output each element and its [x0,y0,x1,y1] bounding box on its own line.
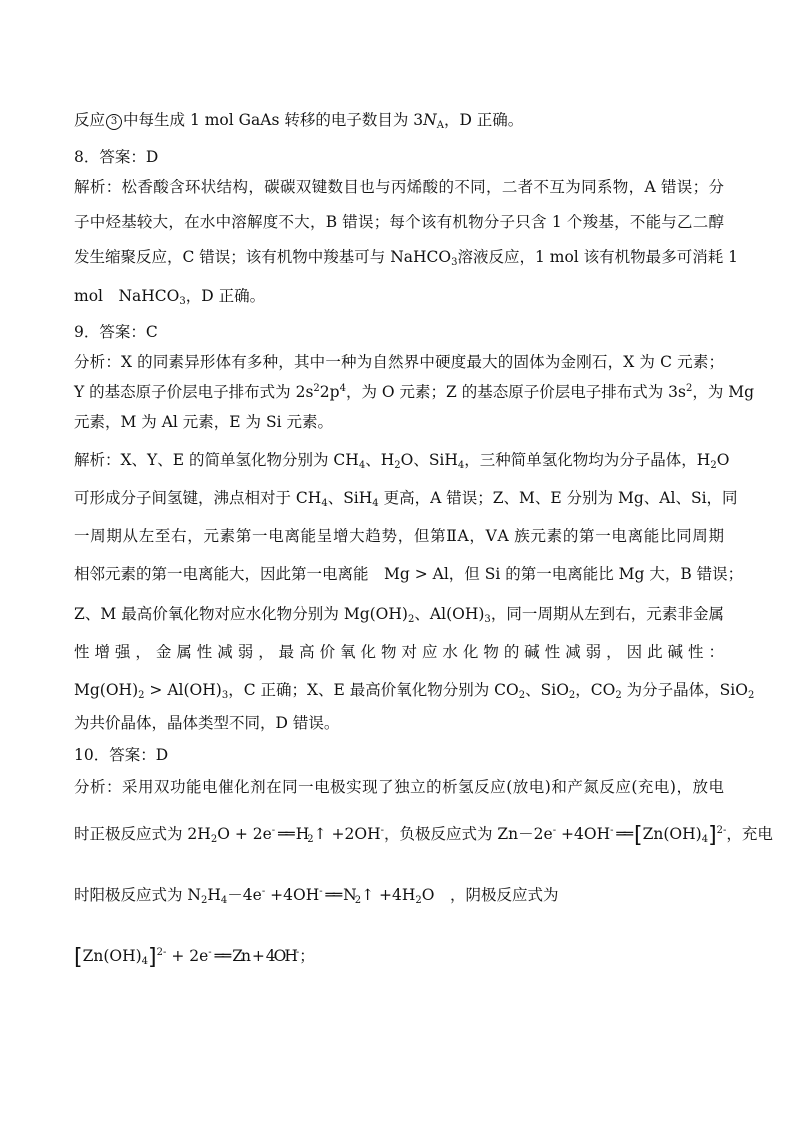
text: O + 2e [217,825,272,843]
text: ，D 正确。 [443,111,524,129]
subscript: 2 [415,895,422,906]
q9-analysis-line-1: 分析：X 的同素异形体有多种，其中一种为自然界中硬度最大的固体为金刚石，X 为 C 元素； [74,353,724,371]
q10-analysis-line-1: 分析：采用双功能电催化剂在同一电极实现了独立的析氢反应(放电)和产氮反应(充电)，放电 [74,778,724,796]
text: ══ H [275,825,308,843]
text: 更高，A 错误；Z、M、E 分别为 Mg、Al、Si，同 [378,489,738,507]
avogadro-symbol: N [423,111,437,129]
text: ，负极反应式为 Zn－2e [383,825,553,843]
q9-explanation-line-2 [74,488,738,509]
q9-analysis-line-2 [74,382,755,402]
superscript: - [271,825,276,836]
bracket: [ [74,945,83,970]
subscript: 4 [358,460,366,471]
q8-explanation-line-3 [74,247,738,268]
q10-analysis-line-2 [74,823,773,848]
q10-answer-heading: 10．答案：D [74,746,169,764]
subscript: 2 [747,690,755,701]
circled-number-3: 3 [106,114,122,130]
text: ══ [613,825,635,843]
q9-explanation-line-8: 为共价晶体，晶体类型不同，D 错误。 [74,714,340,732]
text: ══ N [322,886,355,904]
text: Y 的基态原子价层电子排布式为 2s [74,383,314,401]
text: ，CO [575,681,616,699]
q9-explanation-line-5 [74,604,724,624]
subscript: 3 [221,690,229,701]
subscript: 2 [568,690,576,701]
subscript: 4 [372,498,379,509]
subscript: 3 [179,296,186,307]
text: ↑ +4H [361,886,416,904]
subscript: 4 [701,834,709,845]
superscript: 2- [156,947,167,958]
bracket: ] [708,823,717,848]
q9-explanation-line-3: 一周期从左至右，元素第一电离能呈增大趋势，但第ⅡA，ⅤA 族元素的第一电离能比同周期 [74,527,724,545]
text: Mg(OH) [74,681,139,699]
bracket: [ [634,823,643,848]
text: 溶液反应，1 mol 该有机物最多可消耗 1 [457,248,738,266]
superscript: - [295,947,300,958]
superscript: - [208,947,212,958]
superscript: 2 [685,383,693,394]
q8-explanation-line-1: 解析：松香酸含环状结构，碳碳双键数目也与丙烯酸的不同，二者不互为同系物，A 错误；分 [74,178,724,196]
text: H [207,886,221,904]
text: Zn(OH) [642,825,702,843]
text: ，C 正确；X、E 最高价氧化物分别为 CO [228,681,519,699]
text: ，为 Mg [692,383,755,401]
text: －4e [227,886,262,904]
subscript: 4 [457,460,465,471]
q10-analysis-line-3 [74,885,724,905]
subscript: 2 [354,895,362,906]
subscript: 2 [307,834,314,845]
superscript: - [380,825,384,836]
text: ，为 O 元素；Z 的基态原子价层电子排布式为 3s [345,383,686,401]
text: 时正极反应式为 2H [74,825,211,843]
subscript: 2 [210,834,218,845]
text: Z、M 最高价氧化物对应水化物分别为 Mg(OH) [74,605,408,623]
q9-explanation-line-4: 相邻元素的第一电离能大，因此第一电离能 Mg > Al，但 Si 的第一电离能比 Mg 大，B 错误； [74,565,744,583]
text: 、H [365,451,395,469]
superscript: - [610,825,614,836]
subscript: 2 [615,690,622,701]
text: 为分子晶体，SiO [621,681,748,699]
text: ，D 正确。 [185,287,266,305]
superscript: 2 [313,383,320,394]
superscript: - [319,886,323,897]
text: 中每生成 1 mol GaAs 转移的电子数目为 [123,111,414,129]
text: 时阳极反应式为 N [74,886,201,904]
q9-explanation-line-1 [74,450,730,471]
superscript: - [261,886,266,897]
subscript: 4 [321,498,328,509]
q8-answer-heading: 8．答案：D [74,148,159,166]
text: O [716,451,730,469]
text: Zn(OH) [82,947,142,965]
text: ； [299,947,315,965]
text: +4OH [556,825,611,843]
q9-analysis-line-3: 元素，M 为 Al 元素，E 为 Si 元素。 [74,413,333,431]
superscript: 4 [339,383,346,394]
subscript: 4 [220,895,228,906]
q9-explanation-line-7 [74,680,755,701]
text: +4OH [265,886,320,904]
superscript: 2- [716,825,727,836]
text: ，充电 [726,825,773,843]
text: ，三种简单氢化物均为分子晶体，H [464,451,711,469]
text: 解析：X、Y、E 的简单氢化物分别为 CH [74,451,359,469]
q8-explanation-line-4 [74,286,724,306]
text: 、SiH [327,489,373,507]
text: 、SiO [525,681,569,699]
subscript: 2 [138,690,145,701]
bracket: ] [148,945,157,970]
text: ，同一周期从左到右，元素非金属 [490,605,724,623]
subscript: 2 [407,614,415,625]
q9-answer-heading: 9．答案：C [74,323,158,341]
text: mol NaHCO [74,287,180,305]
text: + 2e [166,947,209,965]
text: > Al(OH) [144,681,222,699]
subscript: 3 [484,614,491,625]
subscript: 3 [451,257,458,268]
text: 发生缩聚反应，C 错误；该有机物中羧基可与 NaHCO [74,248,452,266]
text: 3 [413,111,424,129]
subscript: A [436,120,444,131]
q7-continuation-line [74,110,724,130]
subscript: 2 [710,460,717,471]
q9-explanation-line-6: 性增强，金属性减弱，最高价氧化物对应水化物的碱性减弱，因此碱性： [74,643,724,661]
superscript: - [552,825,557,836]
text: O ，阴极反应式为 [421,886,559,904]
subscript: 2 [394,460,401,471]
subscript: 4 [141,956,149,967]
subscript: 2 [518,690,526,701]
q10-analysis-line-4 [74,945,724,970]
q8-explanation-line-2: 子中烃基较大，在水中溶解度不大，B 错误；每个该有机物分子只含 1 个羧基，不能与乙二醇 [74,213,724,231]
text: O、SiH [400,451,458,469]
text: 2p [319,383,340,401]
subscript: 2 [201,895,208,906]
text: 反应 [74,111,106,129]
text: 、Al(OH) [414,605,485,623]
text: 可形成分子间氢键，沸点相对于 CH [74,489,322,507]
text: ↑ +2OH [313,825,381,843]
text: ══ Zn + 4OH [211,947,296,965]
